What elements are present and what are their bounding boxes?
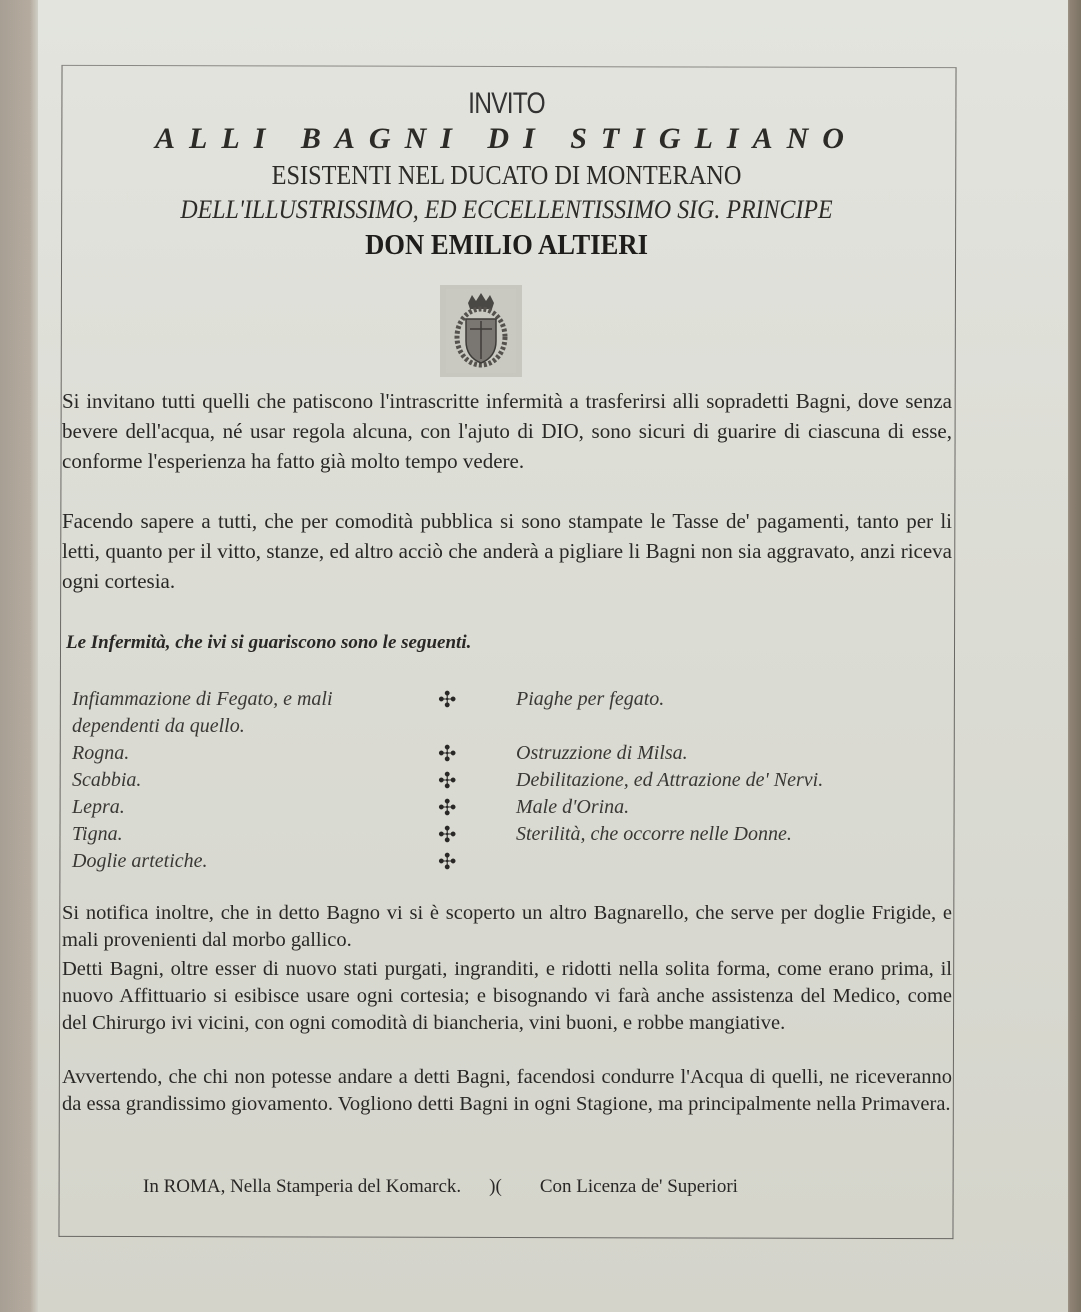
cross-icon: ✣ [438,822,457,847]
subtitle-ducato: ESISTENTI NEL DUCATO DI MONTERANO [271,160,742,190]
list-item [72,713,932,740]
paragraph-water: Avvertendo, che chi non potesse andare a detti Bagni, facendosi condurre l'Acqua di quelli, ne riceveranno da essa grandissimo giovamento. Vogliono detti Bagni in ogni Stagione, ma principalmente nella Primavera. [62,1066,952,1115]
list-item [72,821,932,848]
illness-right: Debilitazione, ed Attrazione de' Nervi. [516,769,824,791]
cross-icon: ✣ [438,687,457,712]
cross-icon: ✣ [438,768,457,793]
illness-right: Ostruzzione di Milsa. [516,742,688,764]
illness-right: Male d'Orina. [516,796,630,818]
paragraph-invitation: Si invitano tutti quelli che patiscono l'intrascritte infermità a trasferirsi alli sopradetti Bagni, dove senza bevere dell'acqua, né usar regola alcuna, con l'ajuto di DIO, sono sicuri di guarire di ciascuna di esse, conforme l'esperienza ha fatto già molto tempo vedere. [62,389,952,473]
document-header [60,86,953,264]
imprint-footer [143,1176,738,1198]
paragraph-bagnarello: Si notifica inoltre, che in detto Bagno vi si è scoperto un altro Bagnarello, che serve per doglie Frigide, e mali provenienti dal morbo gallico. [62,902,952,951]
list-item [72,740,932,767]
subtitle-name: DON EMILIO ALTIERI [365,230,648,261]
subtitle-principe: DELL'ILLUSTRISSIMO, ED ECCELLENTISSIMO SIG. PRINCIPE [180,195,833,224]
illness-left: Infiammazione di Fegato, e mali [72,688,333,710]
paragraph-tariffs: Facendo sapere a tutti, che per comodità pubblica si sono stampate le Tasse de' pagamenti, tanto per li letti, quanto per il vitto, stanze, ed altro acciò che anderà a pigliare li Bagni non sia aggravato, anzi riceva ogni cortesia. [62,509,952,593]
paragraph-services: Detti Bagni, oltre esser di nuovo stati purgati, ingranditi, e ridotti nella solita forma, come erano prima, il nuovo Affittuario si esibisce usare ogni cortesia; e bisognando vi farà anche assistenza del Medico, come del Chirurgo ivi vicini, con ogni comodità di biancheria, vini buoni, e robbe mangiative. [62,958,952,1034]
illness-list-title: Le Infermità, che ivi si guariscono sono le seguenti. [66,632,472,653]
illness-left: Scabbia. [72,769,142,791]
list-item [72,767,932,794]
illness-left: Tigna. [72,823,123,845]
illness-list [72,686,932,875]
printer-text: In ROMA, Nella Stamperia del Komarck. [143,1176,462,1197]
cross-icon: ✣ [438,741,457,766]
illness-left: dependenti da quello. [72,715,245,737]
coat-of-arms-icon [440,285,522,377]
illness-right [516,713,932,740]
list-item [72,686,932,713]
cross-icon: ✣ [438,849,457,874]
illness-right: Piaghe per fegato. [516,688,665,710]
list-item [72,848,932,875]
illness-right: Sterilità, che occorre nelle Donne. [516,823,792,845]
separator-mark: )( [489,1176,502,1197]
title-invito: INVITO [468,87,545,120]
illness-left: Rogna. [72,742,130,764]
cross-icon: ✣ [438,795,457,820]
list-item [72,794,932,821]
illness-right [516,848,932,875]
title-bagni: ALLI BAGNI DI STIGLIANO [155,122,858,155]
illness-left: Lepra. [72,796,125,818]
cross-icon [438,713,516,740]
license-text: Con Licenza de' Superiori [539,1176,738,1197]
illness-left: Doglie artetiche. [72,850,208,872]
